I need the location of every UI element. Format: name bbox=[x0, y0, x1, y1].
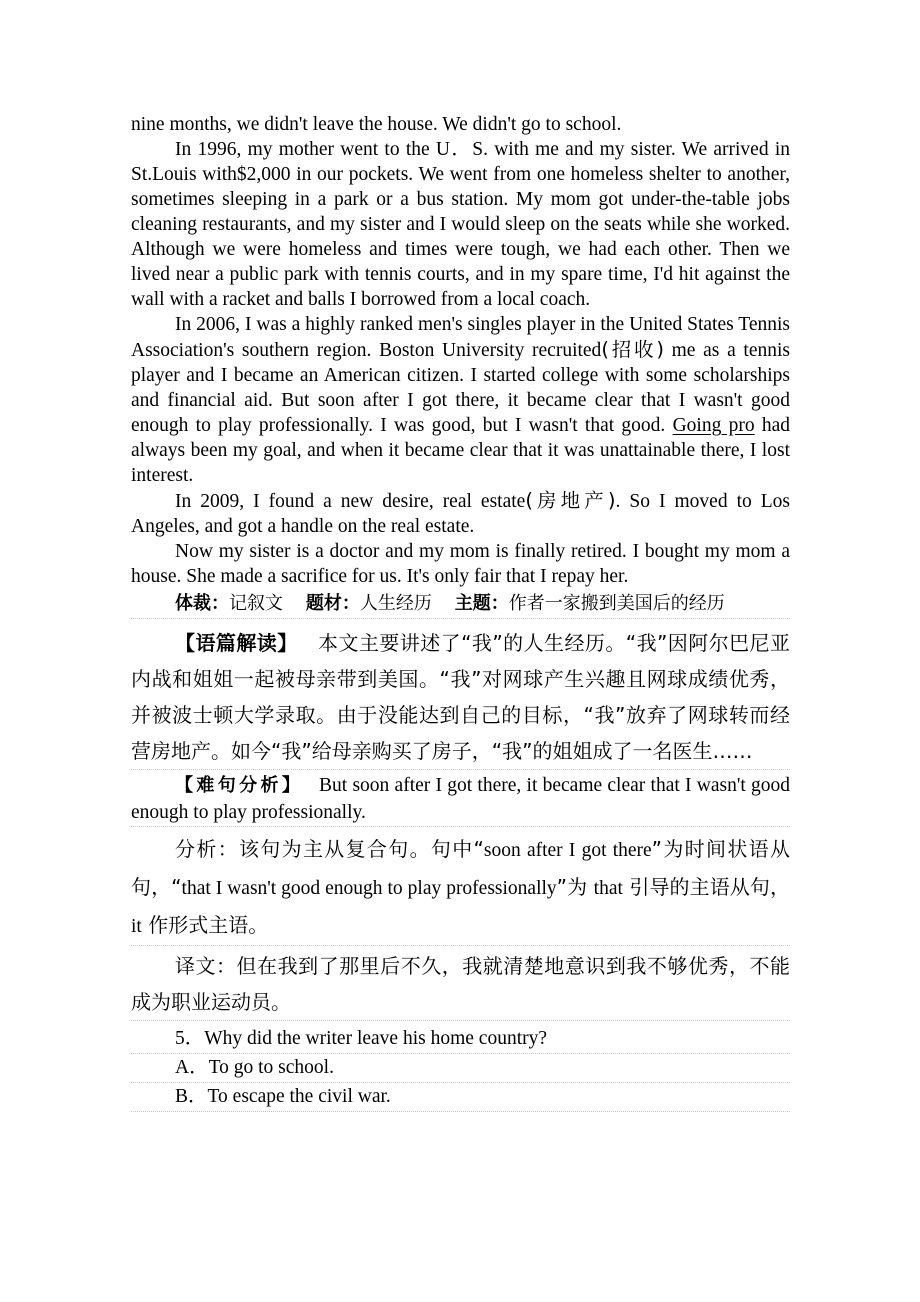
genre-value: 记叙文 bbox=[229, 593, 283, 614]
passage-paragraph-4 bbox=[131, 539, 790, 589]
analysis-text: 引导的主语从句， bbox=[622, 875, 790, 899]
passage-text: In 2009, I found a new desire, real estate bbox=[175, 491, 526, 512]
theme-value: 作者一家搬到美国后的经历 bbox=[508, 593, 725, 614]
grammar-analysis bbox=[131, 831, 790, 946]
analysis-quote: that bbox=[593, 878, 623, 899]
passage-text: me as a tennis player and I became an American citizen. I started college with some scholarships and financial aid. But soon after I got there, it became clear that I wasn't good enough to play professionally. I was good, but I wasn't that good. bbox=[131, 340, 790, 436]
reading-summary-label: 【语篇解读】 bbox=[175, 631, 298, 655]
passage-text: In 1996, my mother went to the U．S. with me and my sister. We arrived in St.Louis with$2,000 in our pockets. We went from one homeless shelter to another, sometimes sleeping in a park or a bus station. My mom got under-the-table jobs cleaning restaurants, and my sister and I would sleep on the seats while she worked. Although we were homeless and times were tough, we had each other. Then we lived near a public park with tennis courts, and in my spare time, I'd hit against the wall with a racket and balls I borrowed from a local coach. bbox=[131, 139, 790, 310]
passage-text: had always been my goal, and when it became clear that it was unattainable there, I lost interest. bbox=[131, 415, 791, 486]
passage-meta bbox=[131, 589, 790, 619]
underlined-phrase: Going pro bbox=[672, 415, 755, 436]
question-5 bbox=[131, 1025, 790, 1112]
translation-text: 译文：但在我到了那里后不久，我就清楚地意识到我不够优秀，不能成为职业运动员。 bbox=[131, 954, 790, 1014]
passage-text: Now my sister is a doctor and my mom is finally retired. I bought my mom a house. She made a sacrifice for us. It's only fair that I repay her. bbox=[131, 541, 790, 587]
gloss-note: (房地产) bbox=[525, 489, 616, 512]
hard-sentence-analysis bbox=[131, 772, 790, 827]
analysis-text: 作形式主语。 bbox=[141, 913, 269, 937]
passage-paragraph-1 bbox=[131, 137, 790, 312]
passage-text: In 2006, I was a highly ranked men's singles player in the United States Tennis Association's southern region. Boston University recruited bbox=[131, 314, 790, 361]
hard-sentence-label: 【难句分析】 bbox=[175, 775, 304, 796]
genre-label: 体裁： bbox=[175, 593, 229, 614]
passage-text: nine months, we didn't leave the house. We didn't go to school. bbox=[131, 114, 622, 135]
passage-paragraph-3 bbox=[131, 488, 790, 539]
reading-summary-text: 本文主要讲述了“我”的人生经历。“我”因阿尔巴尼亚内战和姐姐一起被母亲带到美国。“我”对网球产生兴趣且网球成绩优秀，并被波士顿大学录取。由于没能达到自己的目标，“我”放弃了网球转而经营房地产。如今“我”给母亲购买了房子，“我”的姐姐成了一名医生…… bbox=[131, 631, 790, 763]
gloss-note: (招收) bbox=[601, 338, 664, 361]
passage-text: . So I moved to Los Angeles, and got a handle on the real estate. bbox=[131, 491, 791, 537]
analysis-quote: it bbox=[131, 916, 142, 937]
topic-label: 题材： bbox=[305, 593, 360, 614]
question-stem: 5．Why did the writer leave his home country? bbox=[131, 1025, 790, 1054]
reading-summary bbox=[131, 625, 790, 770]
passage-paragraph-0 bbox=[131, 112, 790, 137]
document-page bbox=[131, 112, 790, 1112]
theme-label: 主题： bbox=[454, 593, 509, 614]
analysis-quote: that I wasn't good enough to play professionally bbox=[181, 878, 557, 899]
analysis-text: ”为 bbox=[556, 875, 594, 899]
hard-sentence-text: But soon after I got there, it became clear that I wasn't good enough to play professionally. bbox=[131, 775, 791, 823]
translation bbox=[131, 948, 790, 1021]
analysis-text: ”为时间状语从句，“ bbox=[131, 837, 790, 899]
passage-paragraph-2 bbox=[131, 312, 790, 488]
option-b[interactable]: B．To escape the civil war. bbox=[131, 1083, 790, 1112]
analysis-quote: soon after I got there bbox=[483, 840, 652, 861]
analysis-text: 分析：该句为主从复合句。句中“ bbox=[175, 837, 484, 861]
option-a[interactable]: A．To go to school. bbox=[131, 1054, 790, 1083]
topic-value: 人生经历 bbox=[359, 593, 432, 614]
